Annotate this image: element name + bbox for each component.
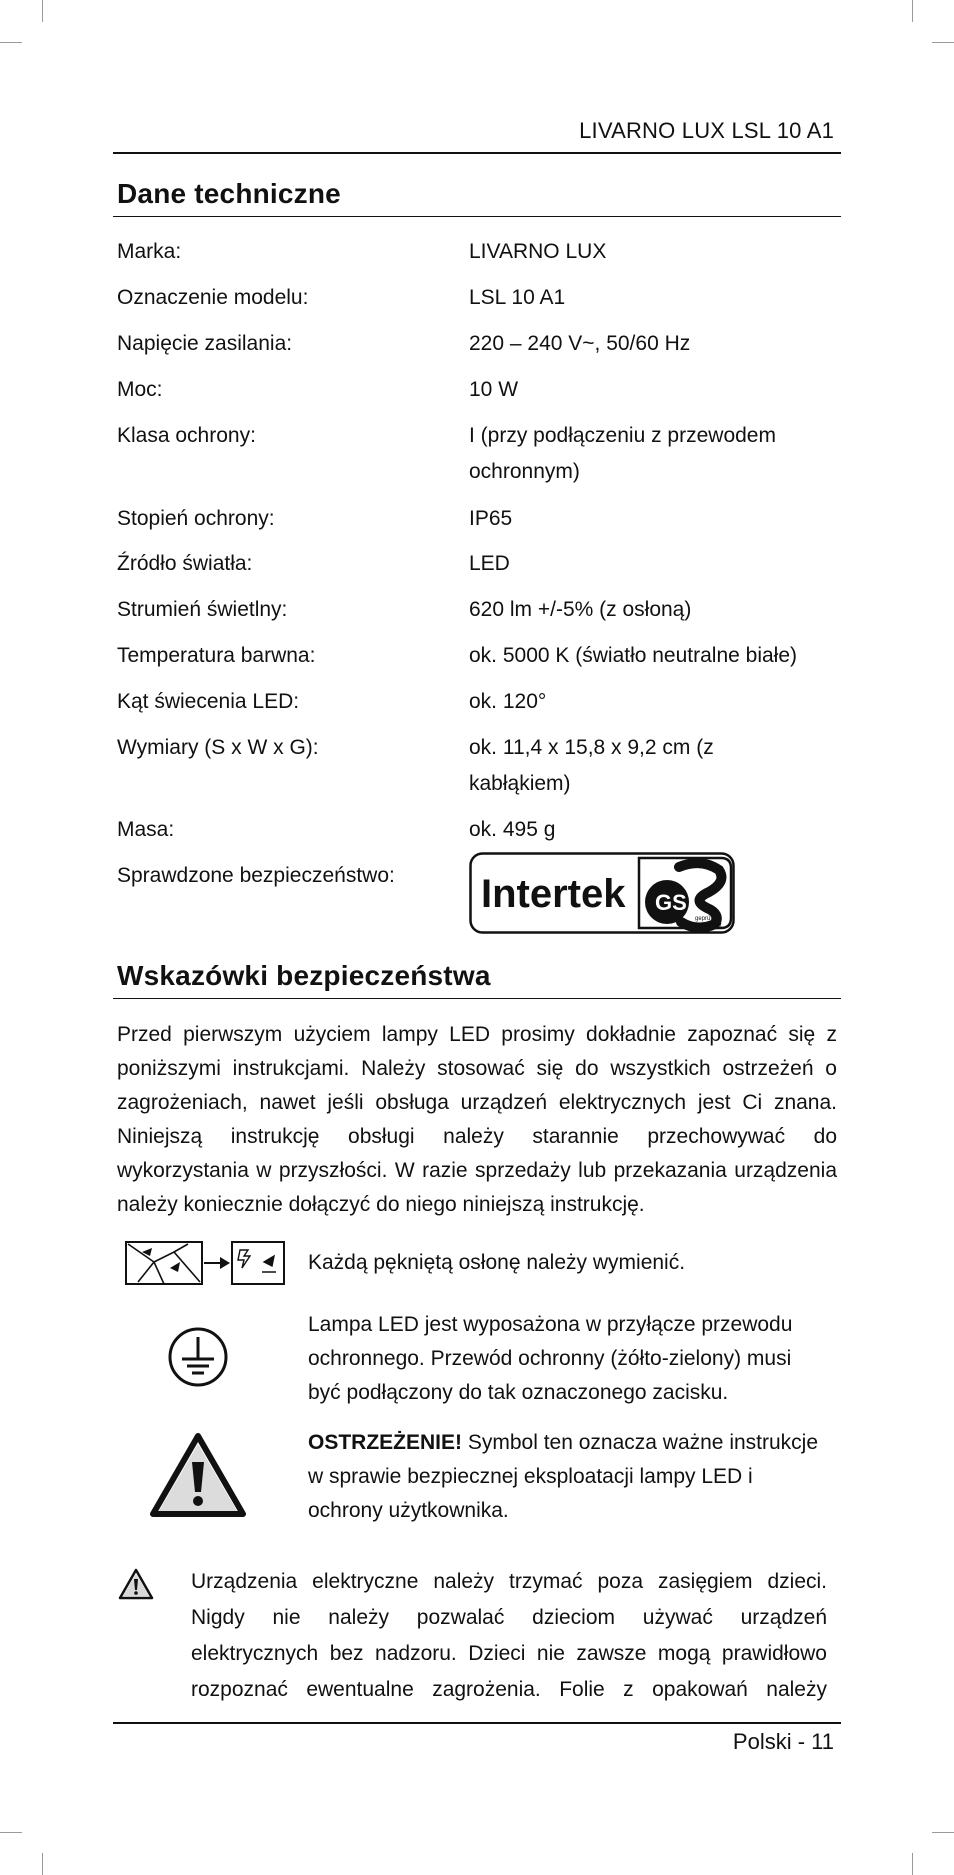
crop-mark xyxy=(42,1853,43,1875)
section-rule xyxy=(113,998,841,999)
crop-mark xyxy=(932,42,954,43)
spec-value: ok. 495 g xyxy=(469,818,556,841)
spec-value: 220 – 240 V~, 50/60 Hz xyxy=(469,332,691,355)
symbol-text-warning xyxy=(308,1426,828,1528)
spec-value: ok. 120° xyxy=(469,690,547,713)
section-title-safety: Wskazówki bezpieczeństwa xyxy=(117,960,491,991)
small-warning-icon xyxy=(117,1567,155,1601)
page-number: Polski - 11 xyxy=(732,1729,834,1754)
warning-list-item: Urządzenia elektryczne należy trzymać poza zasięgiem dzieci. Nigdy nie należy pozwalać dzieciom używać urządzeń elektrycznych bez nadzoru. Dzieci nie zawsze mogą prawidłowo rozpoznać ewentualne zagrożenia. Folie z opakowań należy xyxy=(191,1570,827,1701)
spec-label: Wymiary (S x W x G): xyxy=(117,736,319,759)
spec-value: ok. 11,4 x 15,8 x 9,2 cm (z kabłąkiem) xyxy=(469,736,714,795)
footer-rule xyxy=(113,1722,841,1724)
spec-value: I (przy podłączeniu z przewodem ochronnym) xyxy=(469,424,776,483)
spec-label: Źródło światła: xyxy=(117,552,253,575)
header-rule xyxy=(113,152,841,154)
section-title-tech: Dane techniczne xyxy=(117,178,341,209)
logo-mark-text: GS xyxy=(655,890,687,915)
cracked-cover-replace-icon xyxy=(124,1238,286,1288)
crop-mark xyxy=(912,1853,913,1875)
logo-small-text: Sicherheit xyxy=(695,923,722,929)
spec-value: LSL 10 A1 xyxy=(469,286,566,309)
spec-value: LED xyxy=(469,552,510,575)
crop-mark xyxy=(0,1832,22,1833)
spec-label: Temperatura barwna: xyxy=(117,644,316,667)
spec-value: IP65 xyxy=(469,507,513,530)
warning-bold-label: OSTRZEŻENIE! xyxy=(308,1431,463,1454)
logo-small-text: geprüfte xyxy=(695,916,718,922)
logo-brand-text: Intertek xyxy=(481,872,626,916)
spec-label: Stopień ochrony: xyxy=(117,507,275,530)
protective-earth-icon xyxy=(166,1325,230,1389)
spec-label: Masa: xyxy=(117,818,175,841)
spec-label: Oznaczenie modelu: xyxy=(117,286,309,309)
spec-value: 620 lm +/-5% (z osłoną) xyxy=(469,598,692,621)
warning-description: Symbol ten oznacza ważne instrukcje w sprawie bezpiecznej eksploatacji lampy LED i ochrony użytkownika. xyxy=(308,1431,819,1522)
spec-label: Klasa ochrony: xyxy=(117,424,256,447)
spec-label: Moc: xyxy=(117,378,163,401)
spec-label: Napięcie zasilania: xyxy=(117,332,293,355)
spec-value: ok. 5000 K (światło neutralne białe) xyxy=(469,644,798,667)
running-header: LIVARNO LUX LSL 10 A1 xyxy=(579,118,834,143)
crop-mark xyxy=(932,1832,954,1833)
intertek-gs-certification-logo xyxy=(469,852,735,934)
crop-mark xyxy=(912,0,913,22)
spec-value: LIVARNO LUX xyxy=(469,240,607,263)
spec-label: Marka: xyxy=(117,240,182,263)
warning-triangle-icon xyxy=(150,1432,246,1518)
symbol-text-protective-earth: Lampa LED jest wyposażona w przyłącze przewodu ochronnego. Przewód ochronny (żółto-zielony) musi być podłączony do tak oznaczonego zacisku. xyxy=(308,1313,793,1404)
spec-value: 10 W xyxy=(469,378,519,401)
safety-intro-paragraph: Przed pierwszym użyciem lampy LED prosimy dokładnie zapoznać się z poniższymi instrukcjami. Należy stosować się do wszystkich ostrzeżeń o zagrożeniach, nawet jeśli obsługa urządzeń elektrycznych jest Ci znana. Niniejszą instrukcję obsługi należy starannie przechowywać do wykorzystania w przyszłości. W razie sprzedaży lub przekazania urządzenia należy koniecznie dołączyć do niego niniejszą instrukcję. xyxy=(117,1023,837,1216)
crop-mark xyxy=(42,0,43,22)
spec-label: Strumień świetlny: xyxy=(117,598,288,621)
section-rule xyxy=(113,216,841,217)
crop-mark xyxy=(0,42,22,43)
spec-label: Sprawdzone bezpieczeństwo: xyxy=(117,864,395,887)
symbol-text-cracked-cover: Każdą pękniętą osłonę należy wymienić. xyxy=(308,1251,686,1274)
spec-label: Kąt świecenia LED: xyxy=(117,690,300,713)
